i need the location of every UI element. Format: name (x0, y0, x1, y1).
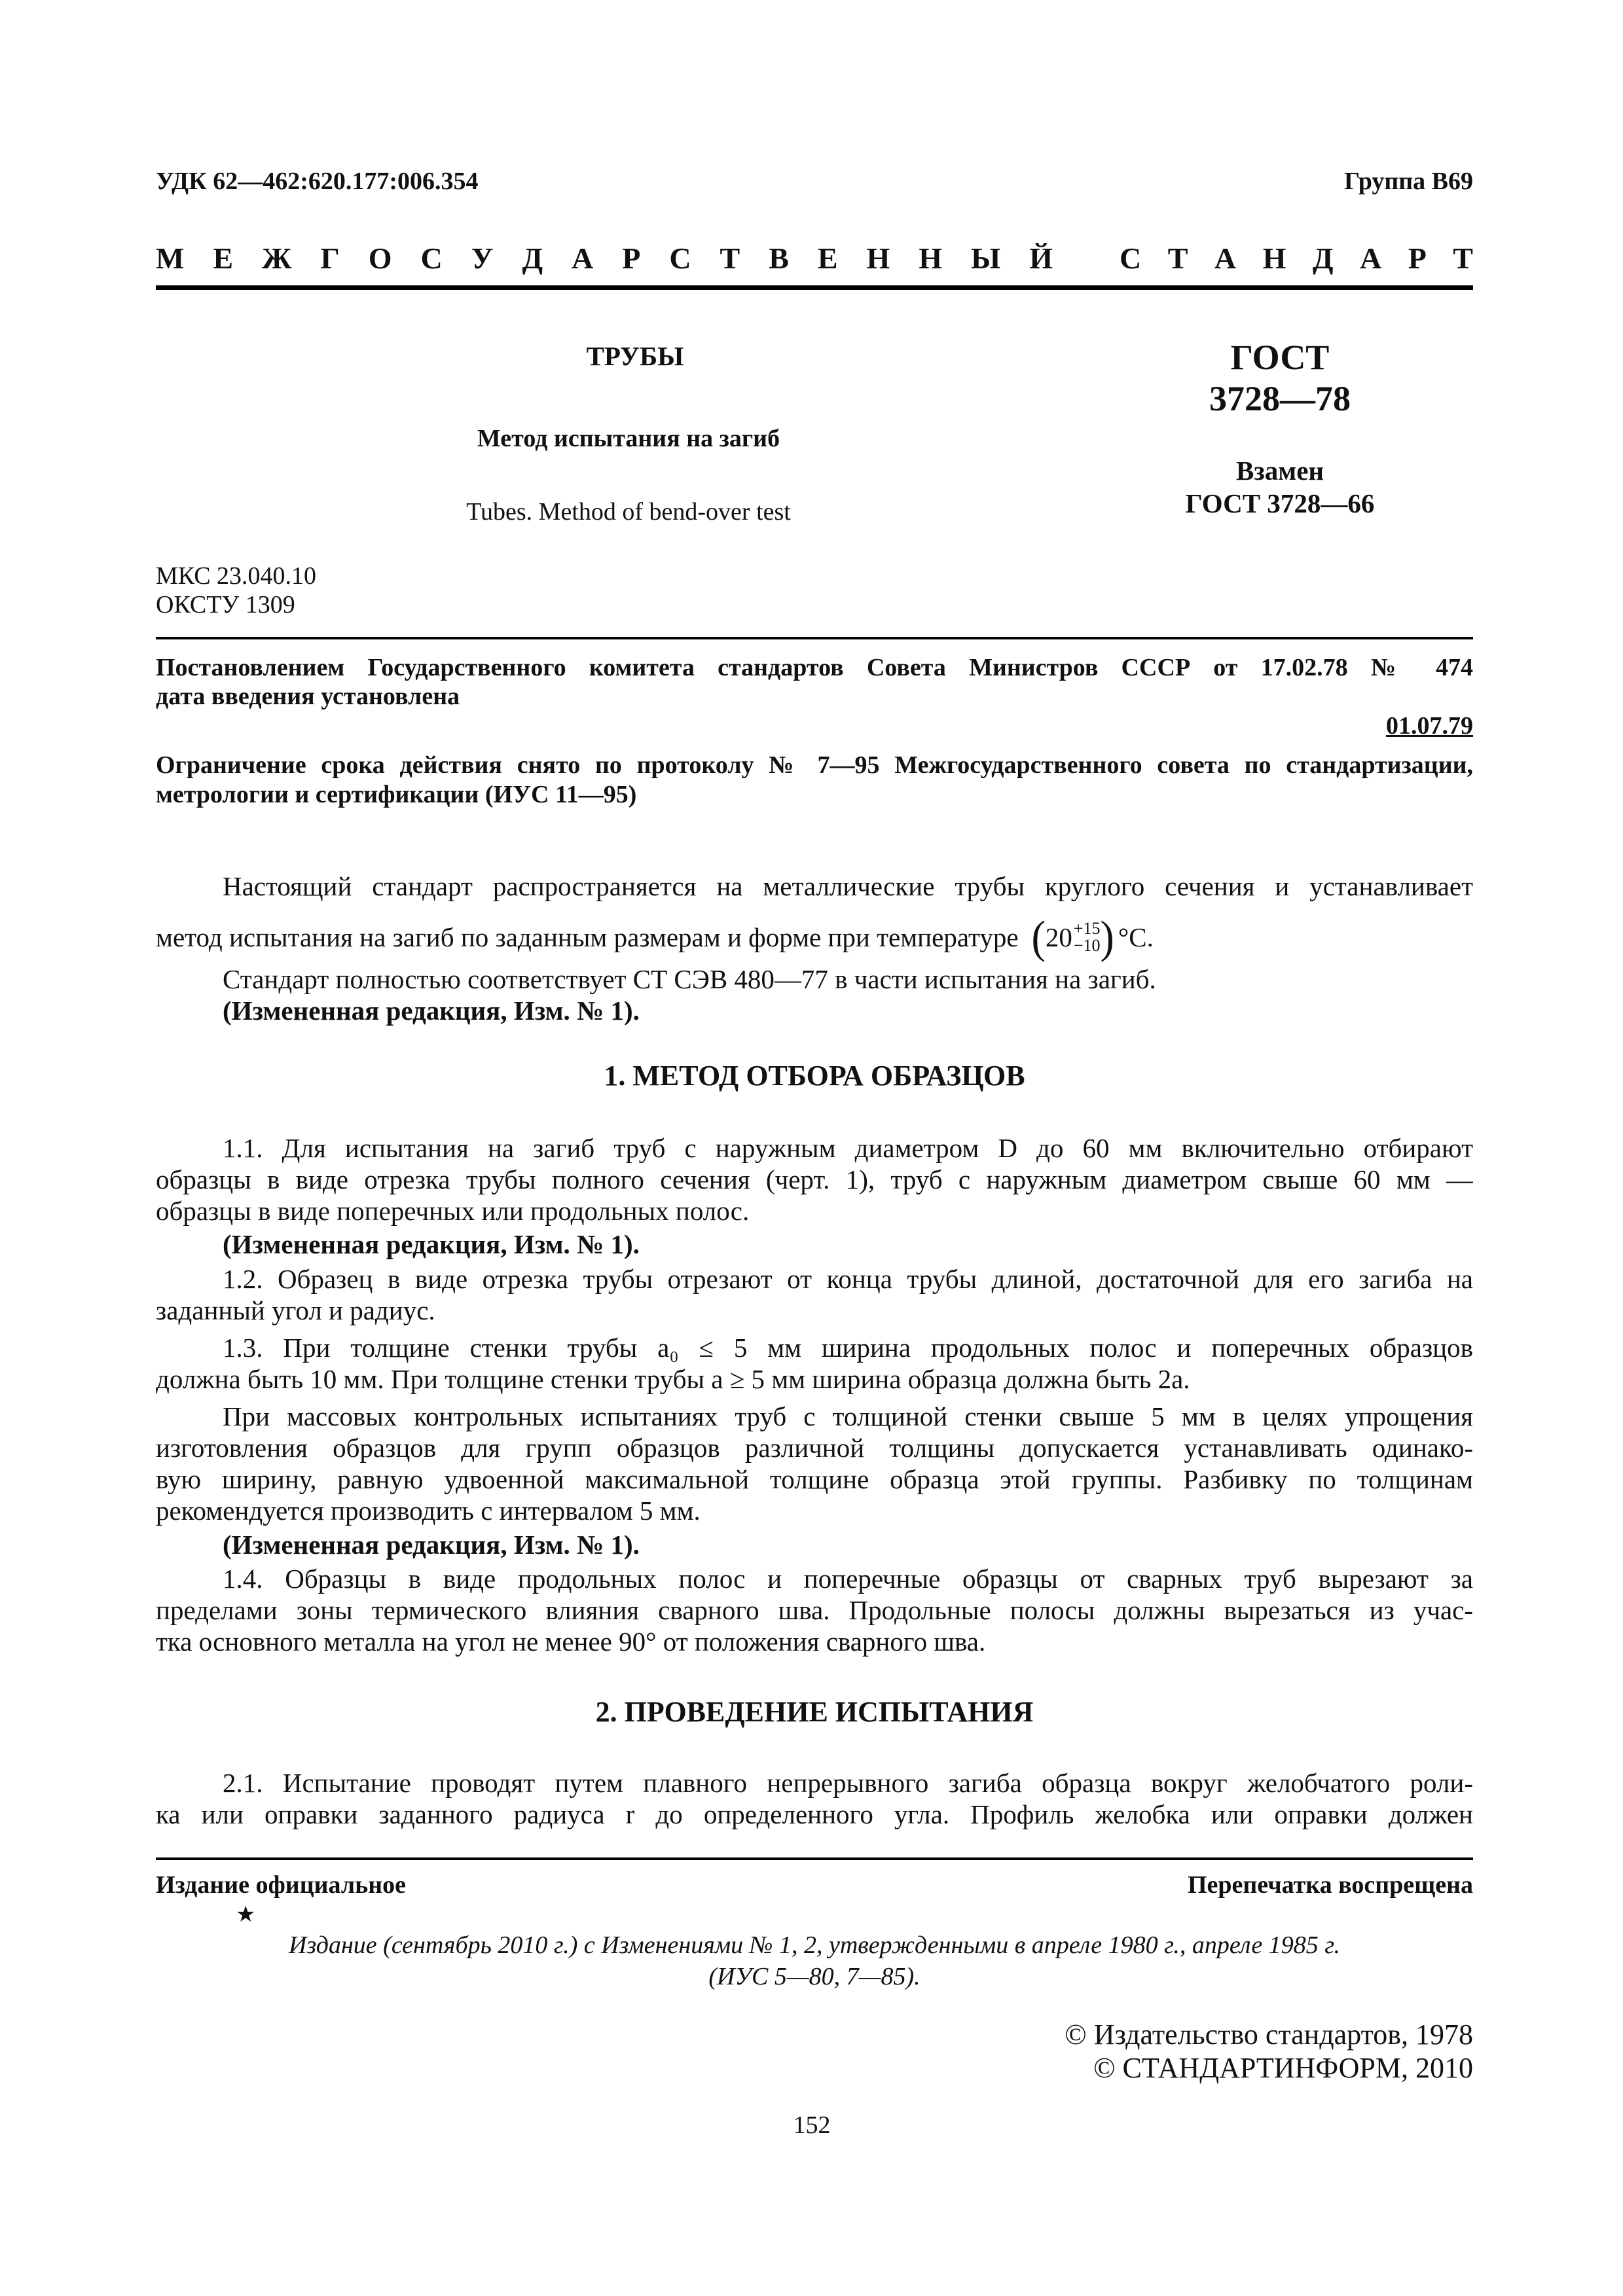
replaces-number: ГОСТ 3728—66 (1185, 488, 1375, 518)
header-standard: С Т А Н Д А Р Т (1120, 242, 1473, 275)
copyright-1978: © Издательство стандартов, 1978 (1065, 2018, 1473, 2051)
star-mark: ★ (236, 1903, 256, 1927)
reprint-prohibited: Перепечатка воспрещена (1187, 1871, 1473, 1899)
limit-line2: метрологии и сертификации (ИУС 11—95) (156, 781, 637, 808)
p13b-line1: При массовых контрольных испытаниях труб с толщиной стенки свыше 5 мм в целях упрощения (223, 1401, 1473, 1431)
p11-line3: образцы в виде поперечных или продольных полос. (156, 1196, 750, 1226)
temp-unit: °С. (1118, 922, 1154, 952)
p14-line3: тка основного металла на угол не менее 90° от положения сварного шва. (156, 1626, 986, 1657)
section2-heading: 2. ПРОВЕДЕНИЕ ИСПЫТАНИЯ (595, 1696, 1034, 1728)
header-interstate: М Е Ж Г О С У Д А Р С Т В Е Н Н Ы Й (156, 242, 1053, 275)
p13b-line4: рекомендуется производить с интервалом 5 мм. (156, 1496, 701, 1526)
doc-title: ТРУБЫ (586, 341, 684, 371)
intro-line3: Стандарт полностью соответствует СТ СЭВ 480—77 в части испытания на загиб. (223, 964, 1156, 994)
temp-plus: +15 (1073, 919, 1101, 938)
intro-line2 (156, 911, 1154, 963)
header-rule (156, 285, 1473, 290)
group-code: Группа В69 (1343, 168, 1473, 195)
p21-line1: 2.1. Испытание проводят путем плавного непрерывного загиба образца вокруг желобчатого роли- (223, 1768, 1473, 1798)
p11-amendment: (Измененная редакция, Изм. № 1). (223, 1229, 640, 1259)
p11-line2: образцы в виде отрезка трубы полного сечения (черт. 1), труб с наружным диаметром свыше 60 мм — (156, 1164, 1473, 1194)
decree-date: 01.07.79 (1386, 712, 1473, 740)
official-edition: Издание официальное (156, 1871, 407, 1899)
temp-base: 20 (1045, 922, 1072, 952)
p12-line1: 1.2. Образец в виде отрезка трубы отрезают от конца трубы длиной, достаточной для его загиба на (223, 1264, 1473, 1294)
p13-line2: должна быть 10 мм. При толщине стенки трубы a ≥ 5 мм ширина образца должна быть 2a. (156, 1364, 1190, 1394)
footer-rule (156, 1857, 1473, 1860)
doc-english-title: Tubes. Method of bend-over test (466, 498, 791, 526)
limit-line1: Ограничение срока действия снято по протоколу № 7—95 Межгосударственного совета по стандартизации, (156, 751, 1473, 779)
temp-minus: −10 (1073, 936, 1101, 955)
replaces-label: Взамен (1235, 456, 1324, 486)
p21-line2: ка или оправки заданного радиуса r до определенного угла. Профиль желобка или оправки должен (156, 1799, 1473, 1829)
gost-label: ГОСТ (1230, 338, 1330, 377)
title-rule (156, 637, 1473, 639)
page-number: 152 (793, 2111, 831, 2139)
copyright-2010: © СТАНДАРТИНФОРМ, 2010 (1093, 2052, 1473, 2084)
edition-note-line2: (ИУС 5—80, 7—85). (708, 1963, 921, 1990)
p12-line2: заданный угол и радиус. (156, 1295, 435, 1325)
section1-heading: 1. МЕТОД ОТБОРА ОБРАЗЦОВ (604, 1060, 1025, 1092)
gost-number: 3728—78 (1209, 379, 1351, 418)
edition-note-line1: Издание (сентябрь 2010 г.) с Изменениями № 1, 2, утвержденными в апреле 1980 г., апреле 1985 г. (288, 1931, 1341, 1959)
p13-line1: 1.3. При толщине стенки трубы a₀ ≤ 5 мм ширина продольных полос и поперечных образцов (223, 1333, 1473, 1363)
p13b-line3: вую ширину, равную удвоенной максимальной толщине образца этой группы. Разбивку по толщинам (156, 1464, 1473, 1494)
p14-line1: 1.4. Образцы в виде продольных полос и поперечные образцы от сварных труб вырезают за (223, 1564, 1473, 1594)
mks-code: МКС 23.040.10 (156, 562, 317, 590)
p14-line2: пределами зоны термического влияния сварного шва. Продольные полосы должны вырезаться из учас- (156, 1595, 1473, 1625)
intro-amendment: (Измененная редакция, Изм. № 1). (223, 996, 640, 1026)
intro-line2-text: метод испытания на загиб по заданным размерам и форме при температуре (156, 922, 1019, 952)
p13b-line2: изготовления образцов для групп образцов различной толщины допускается устанавливать одинако- (156, 1433, 1473, 1463)
decree-line1: Постановлением Государственного комитета стандартов Совета Министров СССР от 17.02.78 № 474 (156, 654, 1473, 681)
doc-subtitle: Метод испытания на загиб (477, 425, 780, 452)
decree-line2: дата введения установлена (156, 683, 460, 710)
p13-amendment: (Измененная редакция, Изм. № 1). (223, 1530, 640, 1560)
intro-line1: Настоящий стандарт распространяется на металлические трубы круглого сечения и устанавливает (223, 871, 1473, 901)
temperature-formula: ( 20 +15 −10 ) (1031, 911, 1114, 963)
okstu-code: ОКСТУ 1309 (156, 591, 295, 619)
p11-line1: 1.1. Для испытания на загиб труб с наружным диаметром D до 60 мм включительно отбирают (223, 1133, 1473, 1163)
udk-code: УДК 62—462:620.177:006.354 (156, 168, 479, 195)
